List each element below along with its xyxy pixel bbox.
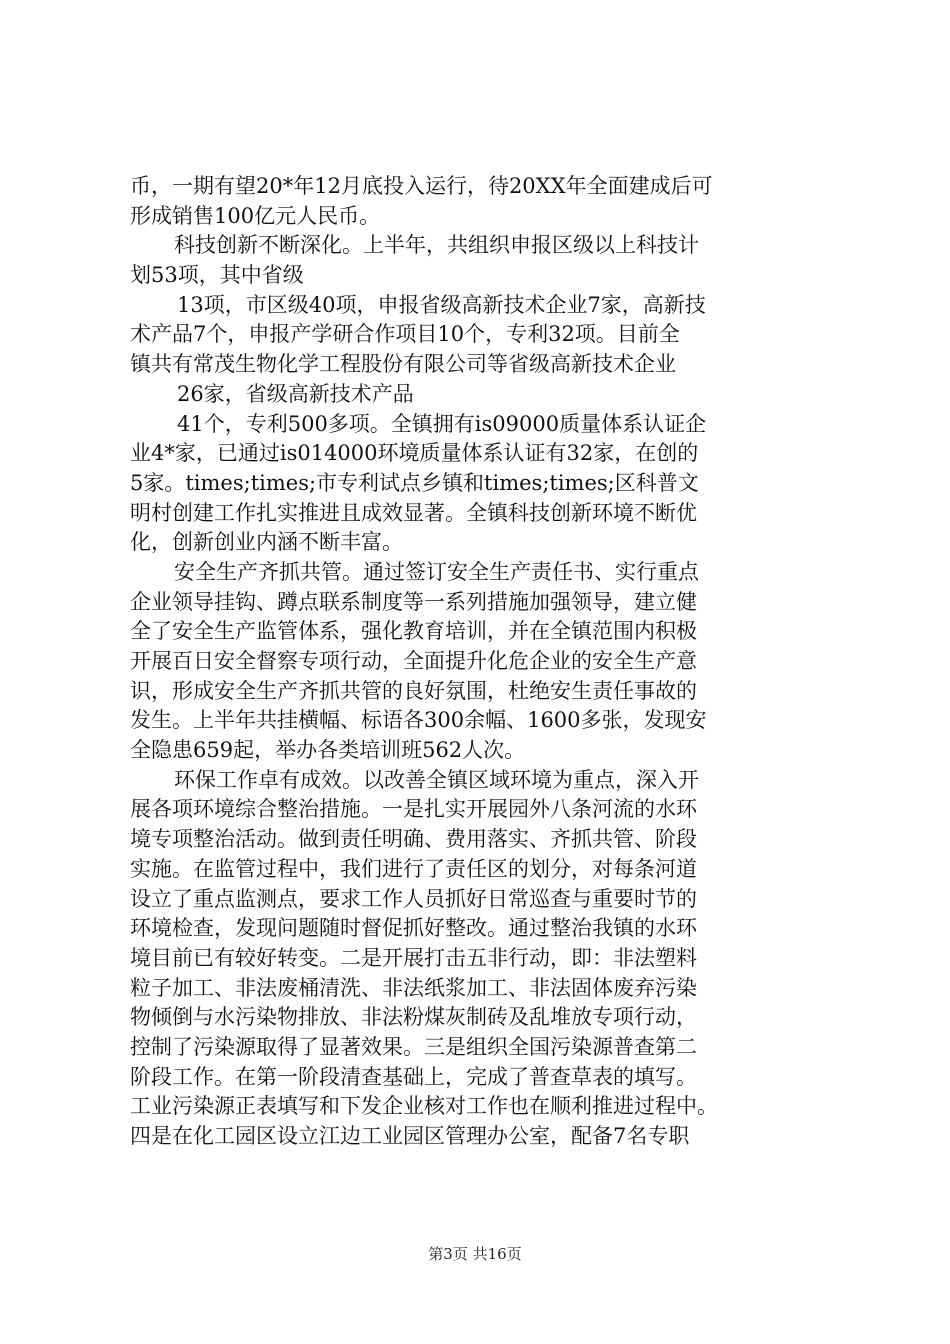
text-line: 四是在化工园区设立江边工业园区管理办公室，配备7名专职 (130, 1124, 690, 1148)
text-line: 5家。times;times;市专利试点乡镇和times;times;区科普文 (130, 470, 699, 495)
text-line: 镇共有常茂生物化学工程股份有限公司等省级高新技术企业 (130, 352, 676, 377)
text-line: 开展百日安全督察专项行动，全面提升化危企业的安全生产意 (130, 649, 697, 673)
text-line: 科技创新不断深化。上半年，共组织申报区级以上科技计 (174, 233, 699, 258)
text-line: 明村创建工作扎实推进且成效显著。全镇科技创新环境不断优 (130, 500, 697, 525)
text-line: 安全生产齐抓共管。通过签订安全生产责任书、实行重点 (174, 559, 699, 584)
text-line: 境目前已有较好转变。二是开展打击五非行动，即：非法塑料 (130, 945, 697, 970)
text-line: 13项，市区级40项，申报省级高新技术企业7家，高新技 (177, 292, 706, 317)
text-line: 全隐患659起，举办各类培训班562人次。 (130, 738, 526, 763)
text-line: 全了安全生产监管体系，强化教育培训，并在全镇范围内积极 (130, 619, 697, 644)
text-line: 术产品7个，申报产学研合作项目10个，专利32项。目前全 (130, 322, 680, 347)
text-line: 业4*家，已通过is014000环境质量体系认证有32家，在创的 (130, 441, 699, 466)
text-line: 26家，省级高新技术产品 (177, 381, 414, 406)
text-line: 工业污染源正表填写和下发企业核对工作也在顺利推进过程中。 (130, 1094, 718, 1119)
text-line: 粒子加工、非法废桶清洗、非法纸浆加工、非法固体废弃污染 (130, 975, 697, 1000)
page-number: 第3页 共16页 (428, 1245, 522, 1263)
text-line: 划53项，其中省级 (130, 263, 304, 288)
text-line: 设立了重点监测点，要求工作人员抓好日常巡查与重要时节的 (130, 886, 697, 911)
text-line: 识，形成安全生产齐抓共管的良好氛围，杜绝安生责任事故的 (130, 678, 697, 703)
text-line: 展各项环境综合整治措施。一是扎实开展园外八条河流的水环 (130, 797, 697, 822)
text-line: 发生。上半年共挂横幅、标语各300余幅、1600多张，发现安 (130, 708, 707, 733)
document-body (130, 172, 830, 1152)
text-line: 化，创新创业内涵不断丰富。 (130, 530, 403, 555)
text-line: 实施。在监管过程中，我们进行了责任区的划分，对每条河道 (130, 856, 697, 881)
text-line: 境专项整治活动。做到责任明确、费用落实、齐抓共管、阶段 (130, 827, 697, 852)
text-line: 币，一期有望20*年12月底投入运行，待20XX年全面建成后可 (130, 174, 713, 198)
text-line: 企业领导挂钩、蹲点联系制度等一系列措施加强领导，建立健 (130, 589, 697, 614)
text-line: 41个，专利500多项。全镇拥有is09000质量体系认证企 (177, 411, 707, 436)
text-line: 物倾倒与水污染物排放、非法粉煤灰制砖及乱堆放专项行动， (130, 1005, 697, 1030)
text-line: 环境检查，发现问题随时督促抓好整改。通过整治我镇的水环 (130, 916, 697, 941)
text-line: 阶段工作。在第一阶段清查基础上，完成了普查草表的填写。 (130, 1064, 697, 1089)
text-line: 控制了污染源取得了显著效果。三是组织全国污染源普查第二 (130, 1034, 697, 1059)
text-line: 环保工作卓有成效。以改善全镇区域环境为重点，深入开 (174, 767, 699, 792)
text-line: 形成销售100亿元人民币。 (130, 203, 381, 228)
